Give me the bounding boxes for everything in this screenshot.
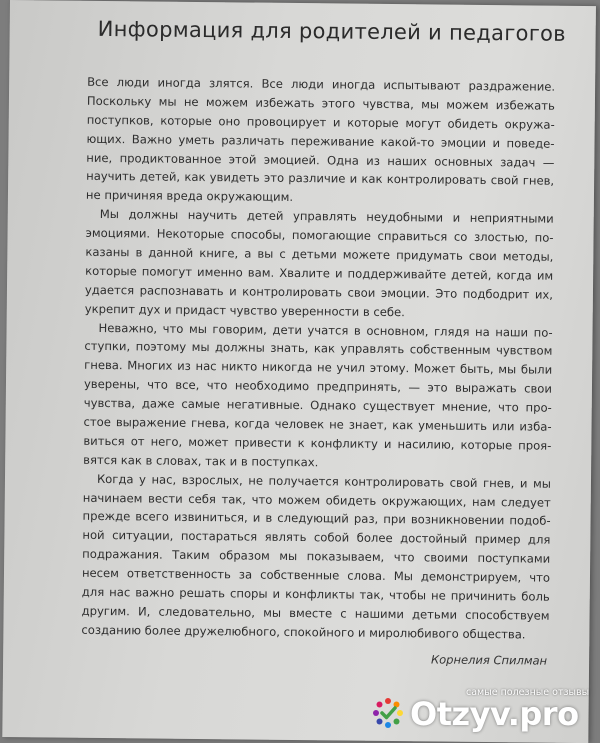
page-title: Информация для родителей и педагогов (97, 16, 567, 46)
text-line: ющих. Важно уметь различать переживание какой-то эмоции и поведе- (86, 131, 555, 151)
text-line: Поскольку мы не можем избежать этого чувства, мы можем избежать (86, 93, 555, 113)
text-line: научить детей, как увидеть это различие и как контролировать свой гнев, (86, 169, 555, 189)
book-page (2, 0, 596, 743)
text-line: ние, продиктованное этой эмоцией. Одна из наших основных задач — (86, 150, 555, 170)
paragraph-3 (83, 318, 553, 474)
otzyv-logo-icon (370, 695, 406, 731)
text-line: чувства, даже самые негативные. Однако существует мнение, что про- (83, 395, 552, 415)
watermark-caption: самые полезные отзывы (466, 687, 590, 698)
text-line: другим. И, следовательно, мы вместе с нашими детьми способствуем (81, 603, 550, 623)
paragraph-1 (86, 73, 555, 210)
paragraph-4 (81, 469, 551, 644)
text-line: эмоциями. Некоторые способы, помогающие справиться со злостью, по- (85, 225, 554, 245)
text-line: Когда у нас, взрослых, не получается контролировать свой гнев, и мы (96, 471, 552, 491)
text-line: ной ситуации, постараться являть собой более достойный пример для (82, 528, 551, 548)
text-line: Все люди иногда злятся. Все люди иногда испытывают раздражение. (87, 74, 556, 94)
text-line: Мы должны научить детей управлять неудобными и неприятными (99, 207, 554, 226)
text-line: ступки, поэтому мы должны знать, как управлять собственным чувством (84, 339, 553, 359)
text-line: стое выражение гнева, когда человек не знает, как уменьшить или избa- (83, 414, 552, 434)
text-line: вятся как в словах, так и в поступках. (83, 452, 319, 470)
body-text (81, 73, 555, 645)
text-line: которые помогут именно вам. Хвалите и поддерживайте детей, когда им (85, 263, 554, 283)
text-line: удается распознавать и контролировать свои эмоции. Это подбодрит их, (84, 282, 554, 302)
watermark-logo: Otzyv.pro (410, 695, 579, 733)
text-line: поступков, которые оно провоцирует и которые могут обидеть окружа- (86, 112, 555, 132)
text-line: несем ответственность за собственные слова. Мы демонстрируем, что (81, 565, 551, 585)
watermark (370, 683, 600, 737)
text-line: для нас важно решать споры и конфликты так, чтобы не причинить боль (81, 584, 550, 604)
text-line: Неважно, что мы говорим, дети учатся в основном, глядя на наши по- (98, 320, 553, 340)
text-line: уверены, что все, что необходимо предпринять, — это выражать свои (83, 377, 553, 396)
text-line: виться от него, может привести к конфликту и насилию, которые проя- (83, 433, 552, 453)
text-line: созданию более дружелюбного, спокойного и миролюбивого общества. (81, 622, 526, 642)
paragraph-2 (85, 205, 554, 323)
text-line: начинаем вести себя так, что можем обидеть окружающих, нам следует (82, 490, 551, 510)
text-line: казаны в данной книге, а вы с детьми можете придумать свои методы, (85, 244, 554, 264)
text-line: укрепит дух и придаст чувство уверенности в себе. (84, 301, 406, 319)
text-line: не причиняя вреда окружающим. (85, 188, 294, 205)
text-line: прежде всего извиниться, и в следующий раз, при возникновении подоб- (82, 509, 551, 529)
text-line: подражания. Таким образом мы показываем, что своими поступками (82, 547, 551, 566)
author-signature: Корнелия Спилман (430, 652, 548, 668)
text-line: гнева. Многих из нас никто никогда не учил этому. Может быть, мы были (84, 358, 553, 378)
